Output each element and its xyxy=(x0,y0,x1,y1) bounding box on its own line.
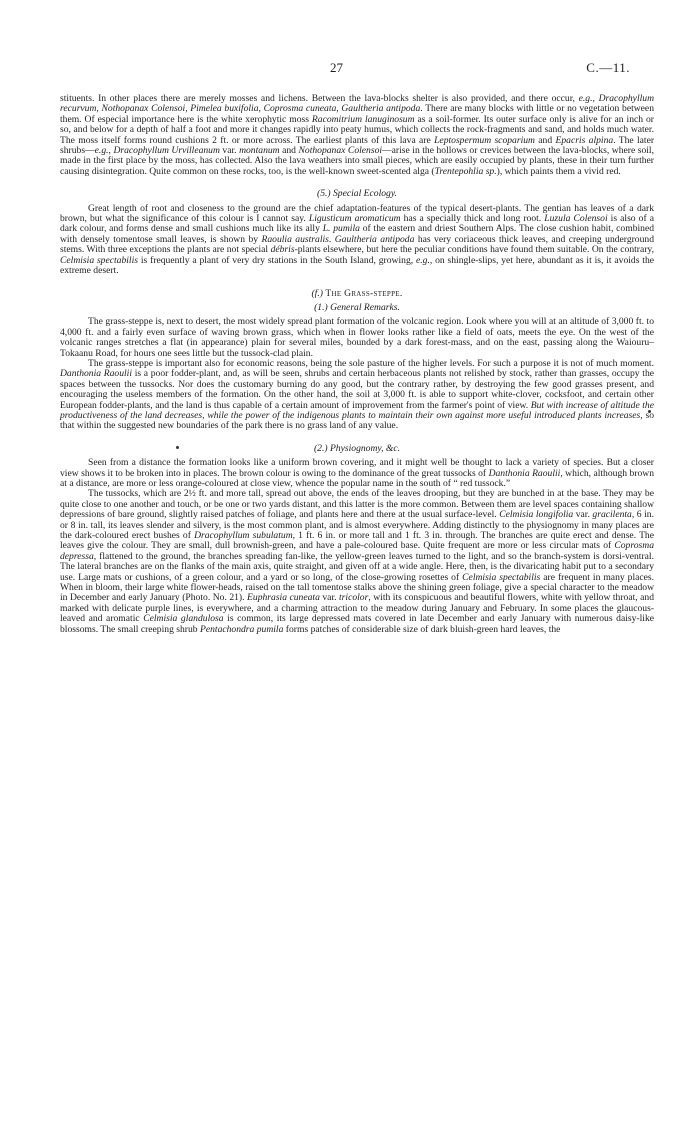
text-run: , with its conspicuous and beautiful flowers, white with yellow throat, and marked with delicate purple lines, is everywhere, and a charming attraction to the meadow during January and February. In some places the glaucous-leaved and aromatic xyxy=(60,592,655,625)
text-run: , xyxy=(592,93,599,104)
heading-grass-steppe-prefix: (f.) xyxy=(311,287,326,299)
text-run: Seen from a distance the formation looks like a uniform brown covering, and it might well be thought to lack a variety of species. But a closer view shows it to be broken into in places. The brown colour is owing to the dominance of the great tussocks of xyxy=(60,457,654,479)
text-run: has a specially thick and long root. xyxy=(400,213,545,225)
italic-term: Dracophyllum Urvilleanum xyxy=(113,145,220,157)
text-run: The grass-steppe is, next to desert, the most widely spread plant formation of the volcanic region. Look where you will at an altitude of 3,000 ft. to 4,000 ft. and a fairly even surface of waving brown grass, which when in flower looks rather like a field of oats, meets the eye. On the west of the volcanic ranges stretches a flat (in appearance) plain for several miles, bounded by a dark forest-mass, and on the east, passing along the Waiouru–Tokaanu Road, for hours one sees little but the tussock-clad plain. xyxy=(60,316,654,359)
italic-term: Racomitrium lanuginosum xyxy=(311,113,415,125)
text-run: is frequently a plant of very dry stations in the South Island, growing, xyxy=(138,254,416,266)
heading-general-remarks-text: (1.) General Remarks. xyxy=(314,301,400,313)
heading-grass-steppe xyxy=(60,289,654,299)
text-run: of the eastern and driest Southern Alps. The close cushion habit, combined with densely tomentose small leaves, is shown by xyxy=(60,223,655,245)
report-code: C.—11. xyxy=(586,60,630,75)
text-run: , xyxy=(108,145,114,157)
paragraph-grass-steppe-extent xyxy=(60,317,654,359)
heading-special-ecology xyxy=(60,189,654,199)
italic-term: Coprosma depressa xyxy=(60,540,654,562)
italic-term: e.g. xyxy=(578,93,593,104)
italic-term: Celmisia spectabilis xyxy=(60,254,138,266)
text-run: Great length of root and closeness to the ground are the chief adaptation-features of the typical desert-plants. The gentian has leaves of a dark brown, but what the significance of this colour is I cannot say. xyxy=(60,202,654,225)
italic-term: Dracophyllum recurvum, Nothopanax Colensoi, Pimelea buxifolia, Coprosma cuneata, Gaultheria antipoda xyxy=(60,93,654,115)
text-run: —arise in the hollows or crevices between the lava-blocks, where soil, made in the first place by the moss, has collected. Also the lava weathers into small pieces, which are easily occupied by plants, these in their turn further causing disintegration. Quite common on these rocks, too, is the well-known sweet-scented alga ( xyxy=(60,145,654,177)
heading-physiognomy xyxy=(60,444,654,454)
italic-term: montanum xyxy=(239,145,280,157)
heading-grass-steppe-title: The Grass-steppe. xyxy=(325,287,403,299)
italic-term: Nothopanax Colensoi xyxy=(298,145,383,157)
italic-term: gracilenta xyxy=(592,509,632,521)
text-run: and xyxy=(279,145,299,157)
text-run: , on shingle-slips, yet here, abundant as it is, it avoids the extreme desert. xyxy=(60,254,655,277)
text-run: has very coriaceous thick leaves, and creeping underground stems. With three exceptions the plants are not special xyxy=(60,233,654,256)
text-run: . xyxy=(328,233,335,245)
heading-special-ecology-text: (5.) Special Ecology. xyxy=(317,188,397,200)
text-run: The tussocks, which are 2½ ft. and more tall, spread out above, the ends of the leaves drooping, but they are bunched in at the base. They may be quite close to one another and touch, or be one or two yards distant, and this latter is the more common. Between them are level spaces containing shallow depressions of bare ground, slightly raised patches of foliage, and plants here and there at the usual surface-level. xyxy=(60,488,654,521)
text-run: , 1 ft. 6 in. or more tall and 1 ft. 3 in. through. The branches are quite erect and dense. The leaves give the colour. They are small, dull brownish-green, and have a pale-coloured base. Quite frequent are more or less circular mats of xyxy=(60,530,654,552)
italic-term: débris xyxy=(270,244,295,256)
italic-term: Danthonia Raoulii xyxy=(488,467,561,479)
text-run: . The later shrubs— xyxy=(60,134,655,157)
page-number: 27 xyxy=(330,60,343,75)
italic-term: Raoulia australis xyxy=(261,233,329,245)
text-run: stituents. In other places there are merely mosses and lichens. Between the lava-blocks shelter is also provided, and there occur, xyxy=(60,93,579,104)
italic-term: Leptospermum scoparium xyxy=(434,134,535,146)
text-run: var. xyxy=(319,592,340,604)
italic-term: Celmisia longifolia xyxy=(499,509,574,521)
paragraph-physiognomy-overview xyxy=(60,458,654,489)
italic-term: Trentepohlia sp. xyxy=(434,165,497,177)
italic-term: Celmisia glandulosa xyxy=(143,613,224,625)
paragraph-lava-plants xyxy=(60,94,654,177)
heading-general-remarks xyxy=(60,303,654,313)
italic-term: Dracophyllum subulatum xyxy=(194,530,293,542)
text-run: , 6 in. or 8 in. tall, its leaves slender and silvery, is the most common plant, and is almost everywhere. Adding distinctly to the physiognomy in many places are the dark-coloured erect bushes of xyxy=(60,509,655,542)
page-body xyxy=(60,94,654,635)
paragraph-special-ecology xyxy=(60,204,654,277)
italic-term: L. pumila xyxy=(322,223,360,235)
paragraph-tussocks xyxy=(60,489,654,635)
heading-physiognomy-text: (2.) Physiognomy, &c. xyxy=(313,442,401,454)
text-run: , which, although brown at a distance, are more or less orange-coloured at close view, whence the popular name in the south of “ red tussock.” xyxy=(60,467,655,489)
text-run: The grass-steppe is important also for economic reasons, being the sole pasture of the higher levels. For such a purpose it is not of much moment. xyxy=(88,357,654,369)
italic-term: Danthonia Raoulii xyxy=(60,368,132,380)
italic-term: e.g. xyxy=(415,254,430,266)
italic-term: Luzula Colensoi xyxy=(544,213,608,225)
text-run: and xyxy=(534,134,556,146)
text-run: is also of a dark colour, and forms dense and small cushions much like its ally xyxy=(60,213,655,235)
italic-term: Euphrasia cuneata xyxy=(247,592,320,604)
text-run: forms patches of considerable size of dark bluish-green hard leaves, the xyxy=(283,623,561,635)
text-run: var. xyxy=(573,509,593,521)
page-header xyxy=(0,60,700,78)
italic-term: Epacris alpina xyxy=(555,134,614,146)
text-run: , so that within the suggested new boundaries of the park there is no grass land of any value. xyxy=(60,409,655,432)
italic-term: tricolor xyxy=(339,592,369,604)
text-run: . There are many blocks with little or no vegetation between them. Of especial importance here is the white xerophytic moss xyxy=(60,103,654,125)
paragraph-grass-steppe-economics xyxy=(60,359,654,432)
text-run: is a poor fodder-plant, and, as will be seen, shrubs and certain herbaceous plants not relished by stock, rather than grasses, occupy the spaces between the tussocks. Nor does the customary burning do any good, but the contrary rather, by destroying the few good grasses present, and encouraging the useless members of the formation. On the other hand, the soil at 3,000 ft. is able to support white-clover, cocksfoot, and certain other European fodder-plants, and the land is thus capable of a certain amount of improvement from the farmer's point of view. xyxy=(60,368,654,411)
text-run: , flattened to the ground, the branches spreading fan-like, the yellow-green leaves turned to the light, and so the branch-system is dorsi-ventral. The lateral branches are on the flanks of the main axis, quite straight, and given off at a wide angle. Here, then, is the divaricating habit put to a secondary use. Large mats or cushions, of a green colour, and a yard or so long, of the close-growing rosettes of xyxy=(60,550,654,583)
text-run: var. xyxy=(219,145,240,157)
text-run: is common, its large depressed mats covered in late December and early January with numerous daisy-like blossoms. The small creeping shrub xyxy=(60,613,655,635)
italic-term: Pentachondra pumila xyxy=(199,623,284,635)
italic-term: Celmisia spectabilis xyxy=(462,571,541,583)
text-run: ), which paints them a vivid red. xyxy=(496,165,621,177)
text-run: -plants elsewhere, but here the peculiar conditions have found them suitable. On the contrary, xyxy=(294,244,655,256)
italic-term: Ligusticum aromaticum xyxy=(308,213,401,225)
text-run: are frequent in many places. When in bloom, their large white flower-heads, raised on the tall tomentose stalks above the shining green foliage, give a special character to the meadow in December and early January (Photo. No. 21). xyxy=(60,571,655,604)
italic-term: But with increase of altitude the productiveness of the land decreases, while the power of the indigenous plants to maintain their own against more useful introduced plants increases xyxy=(60,399,654,421)
italic-term: Gaultheria antipoda xyxy=(334,233,415,245)
text-run: as a soil-former. Its outer surface only is alive for an inch or so, and below for a depth of half a foot and more it changes rapidly into peaty humus, which collects the rock-fragments and sand, and holds much water. The moss itself forms round cushions 2 ft. or more across. The earliest plants of this lava are xyxy=(60,113,654,146)
italic-term: e.g. xyxy=(94,145,109,157)
